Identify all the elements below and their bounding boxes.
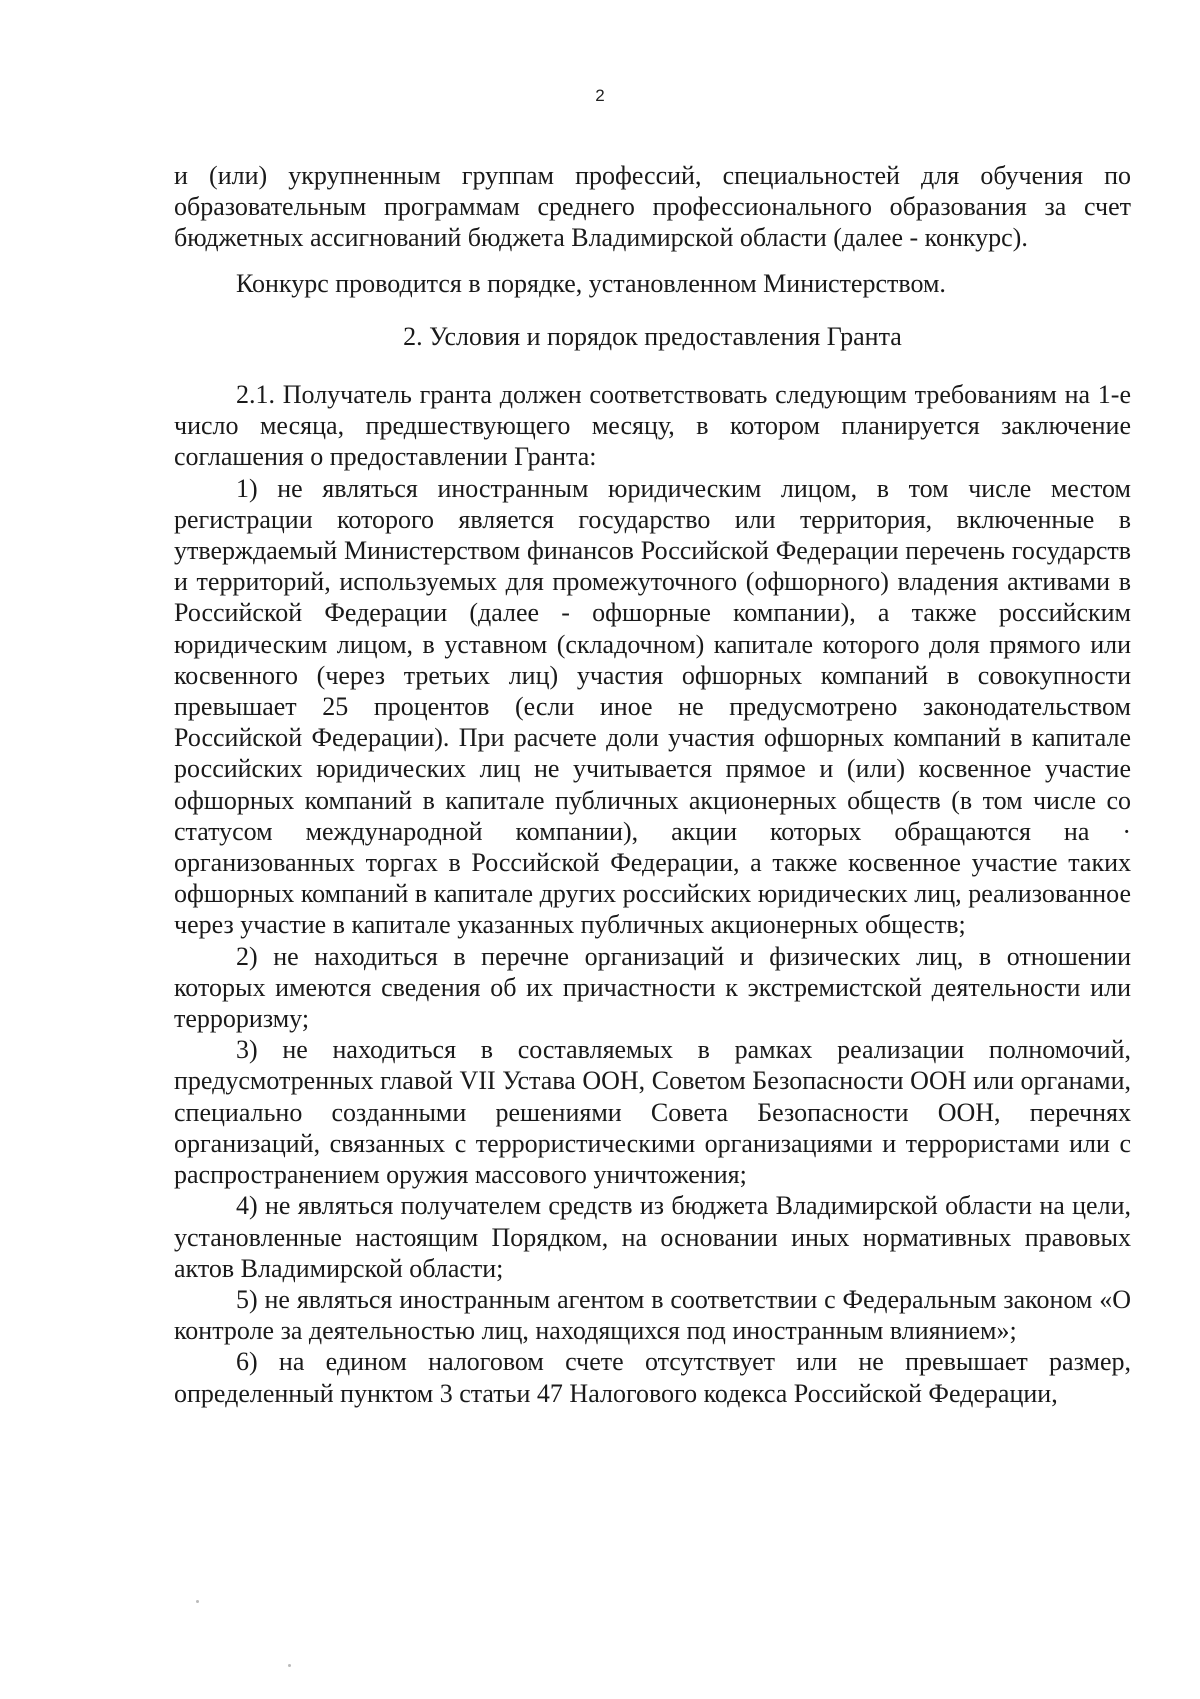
paragraph-contest-procedure: Конкурс проводится в порядке, установленном Министерством.: [236, 268, 946, 298]
list-item-2: 2) не находиться в перечне организаций и физических лиц, в отношении которых имеются сведения об их причастности к экстремистской деятельности или терроризму;: [174, 941, 1131, 1034]
scan-speck: [288, 1664, 291, 1667]
list-item-3: 3) не находиться в составляемых в рамках реализации полномочий, предусмотренных главой VII Устава ООН, Советом Безопасности ООН или органами, специально созданными решениями Совета Безопасности ООН, перечнях организаций, связанных с террористическими организациями и террористами или с распространением оружия массового уничтожения;: [174, 1035, 1131, 1190]
document-body: [174, 160, 1131, 1409]
list-item-5: 5) не являться иностранным агентом в соответствии с Федеральным законом «О контроле за деятельностью лиц, находящихся под иностранным влиянием»;: [174, 1284, 1131, 1346]
scan-speck: [196, 1600, 199, 1603]
section-heading: 2. Условия и порядок предоставления Гранта: [403, 321, 902, 351]
list-item-4: 4) не являться получателем средств из бюджета Владимирской области на цели, установленные настоящим Порядком, на основании иных нормативных правовых актов Владимирской области;: [174, 1191, 1131, 1283]
page-number: 2: [595, 86, 605, 105]
paragraph-2-1: 2.1. Получатель гранта должен соответствовать следующим требованиям на 1-е число месяца, предшествующего месяцу, в котором планируется заключение соглашения о предоставлении Гранта:: [174, 380, 1131, 472]
paragraph-continuation: и (или) укрупненным группам профессий, специальностей для обучения по образовательным программам среднего профессионального образования за счет бюджетных ассигнований бюджета Владимирской области (далее - конкурс).: [174, 161, 1131, 253]
list-item-1: 1) не являться иностранным юридическим лицом, в том числе местом регистрации которого является государство или территория, включенные в утверждаемый Министерством финансов Российской Федерации перечень государств и территорий, используемых для промежуточного (офшорного) владения активами в Российской Федерации (далее - офшорные компании), а также российским юридическим лицом, в уставном (складочном) капитале которого доля прямого или косвенного (через третьих лиц) участия офшорных компаний в совокупности превышает 25 процентов (если иное не предусмотрено законодательством Российской Федерации). При расчете доли участия офшорных компаний в капитале российских юридических лиц не учитывается прямое и (или) косвенное участие офшорных компаний в капитале публичных акционерных обществ (в том числе со статусом международной компании), акции которых обращаются на · организованных торгах в Российской Федерации, а также косвенное участие таких офшорных компаний в капитале других российских юридических лиц, реализованное через участие в капитале указанных публичных акционерных обществ;: [174, 473, 1131, 940]
list-item-6: 6) на едином налоговом счете отсутствует или не превышает размер, определенный пунктом 3 статьи 47 Налогового кодекса Российской Федерации,: [174, 1347, 1131, 1408]
